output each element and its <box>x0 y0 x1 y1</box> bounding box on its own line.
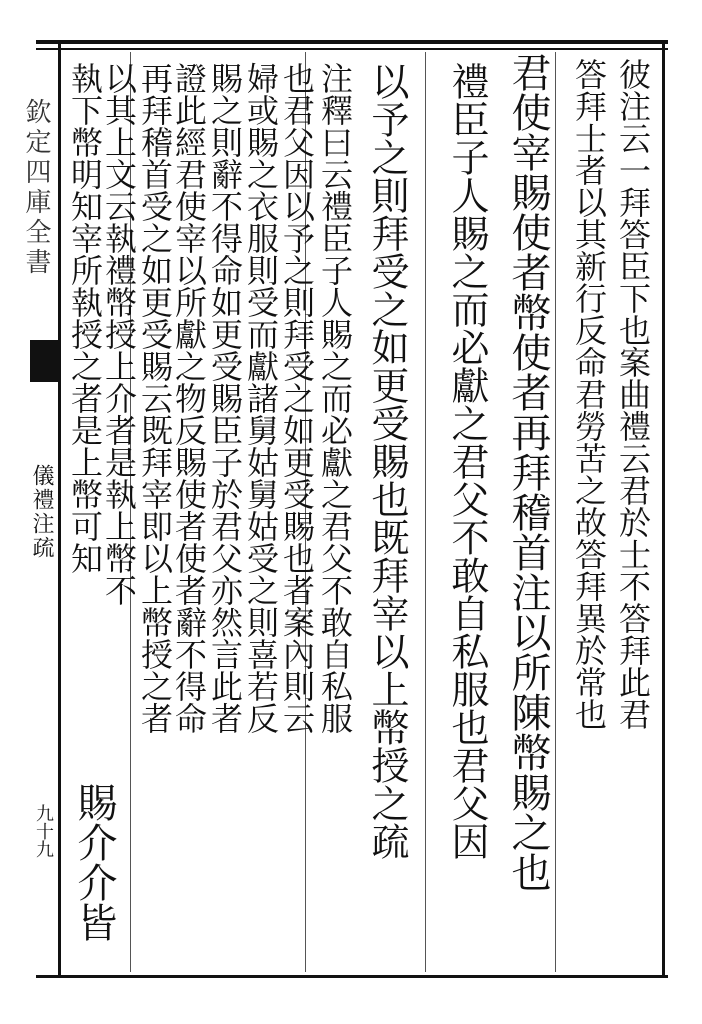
text-column-11: 再拜稽首受之如更受賜云既拜宰即以上幣授之者 <box>136 62 174 734</box>
text-column-4: 禮臣子人賜之而必獻之君父不敢自私服也君父因 <box>445 62 489 860</box>
frame-bottom-border <box>36 975 668 978</box>
frame-top-border <box>36 40 668 44</box>
collection-title: 欽定四庫全書 <box>21 98 51 278</box>
frame-top-inner-border <box>36 48 668 50</box>
fish-tail-mark <box>30 340 58 382</box>
text-column-3: 君使宰賜使者幣使者再拜稽首注以所陳幣賜之也 <box>505 52 551 892</box>
text-column-10: 證此經君使宰以所獻之物反賜使者使者辭不得命 <box>170 62 208 734</box>
margin-border <box>58 44 61 976</box>
text-column-5: 以予之則拜受之如更受賜也既拜宰以上幣授之疏 <box>365 62 409 860</box>
text-column-13: 執下幣明知宰所執授之者是上幣可知 <box>66 62 104 574</box>
page-margin <box>0 44 62 976</box>
text-column-8: 婦或賜之衣服則受而獻諸舅姑舅姑受之則喜若反 <box>242 62 280 734</box>
text-column-1: 彼注云一拜答臣下也案曲禮云君於士不答拜此君 <box>614 58 652 730</box>
book-title: 儀禮注疏 <box>29 464 54 560</box>
page-number: 九十九 <box>33 804 54 858</box>
text-column-9: 賜之則辭不得命如更受賜臣子於君父亦然言此者 <box>206 62 244 734</box>
text-column-7: 也君父因以予之則拜受之如更受賜也者案內則云 <box>278 62 316 734</box>
frame-right-border <box>662 44 665 976</box>
text-column-2: 答拜士者以其新行反命君勞苦之故答拜異於常也 <box>570 58 608 730</box>
column-rule <box>425 52 426 972</box>
text-column-6: 注釋曰云禮臣子人賜之而必獻之君父不敢自私服 <box>316 62 354 734</box>
text-column-14: 賜介介皆 <box>71 782 117 942</box>
text-column-12: 以其上文云執禮幣授上介者是執上幣不 <box>100 62 138 606</box>
